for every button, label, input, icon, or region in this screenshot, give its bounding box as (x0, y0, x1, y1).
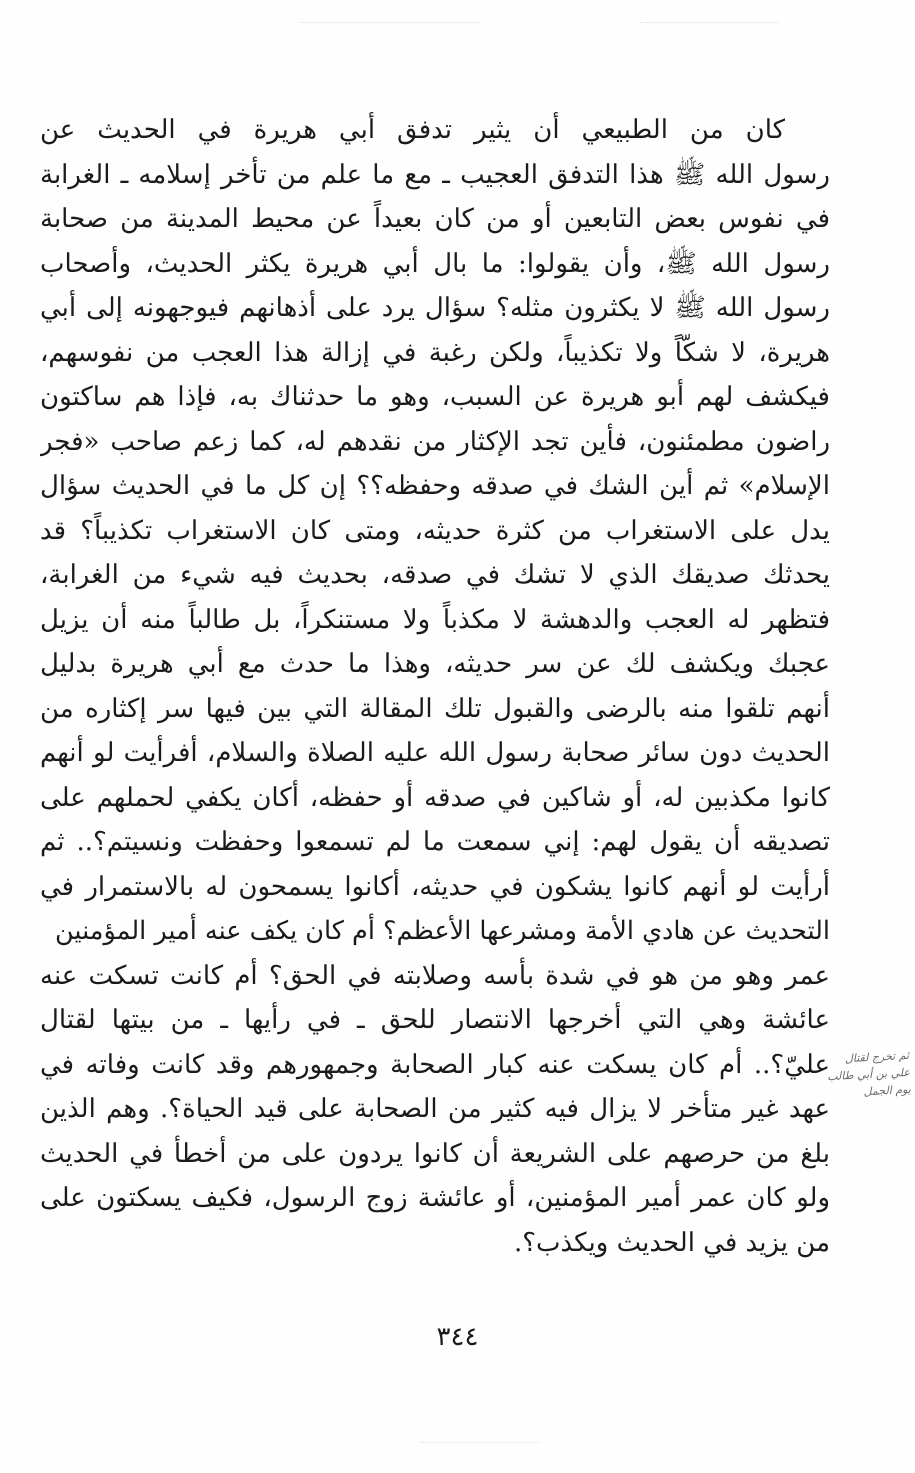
text-line: يحدثك صديقك الذي لا تشك في صدقه، بحديث فيه شيء من الغرابة، (40, 560, 830, 590)
text-line: التحديث عن هادي الأمة ومشرعها الأعظم؟ أم كان يكف عنه أمير المؤمنين (54, 916, 830, 946)
scan-artifact (640, 22, 780, 23)
text-line: بلغ من حرصهم على الشريعة أن كانوا يردون على من أخطأ في الحديث (40, 1138, 830, 1169)
margin-note-line: يوم الجمل (863, 1082, 912, 1099)
text-line: تصديقه أن يقول لهم: إني سمعت ما لم تسمعوا وحفظت ونسيتم؟.. ثم (40, 827, 830, 857)
text-line: الحديث دون سائر صحابة رسول الله عليه الصلاة والسلام، أفرأيت لو أنهم (40, 738, 830, 768)
text-line: يدل على الاستغراب من كثرة حديثه، ومتى كان الاستغراب تكذيباً؟ قد (40, 515, 830, 546)
text-line: ولو كان عمر أمير المؤمنين، أو عائشة زوج الرسول، فكيف يسكتون على (40, 1183, 830, 1213)
handwritten-margin-note (789, 1047, 912, 1104)
text-line: أنهم تلقوا منه بالرضى والقبول تلك المقالة التي بين فيها سر إكثاره من (40, 693, 830, 724)
text-line: كانوا مكذبين له، أو شاكين في صدقه أو حفظه، أكان يكفي لحملهم على (40, 782, 830, 813)
scan-artifact (420, 1442, 540, 1443)
text-line: في نفوس بعض التابعين أو من كان بعيداً عن محيط المدينة من صحابة (40, 204, 830, 234)
text-line: فيكشف لهم أبو هريرة عن السبب، وهو ما حدثناك به، فإذا هم ساكتون (40, 382, 830, 412)
text-line: رسول الله ﷺ، وأن يقولوا: ما بال أبي هريرة يكثر الحديث، وأصحاب (40, 248, 830, 279)
margin-note-line: ثم تخرج لقتال (844, 1048, 910, 1066)
text-line: راضون مطمئنون، فأين تجد الإكثار من نقدهم له، كما زعم صاحب «فجر (40, 426, 830, 457)
margin-note-line: علي بن أبي طالب (826, 1065, 911, 1084)
text-line: الإسلام» ثم أين الشك في صدقه وحفظه؟؟ إن كل ما في الحديث سؤال (40, 471, 830, 501)
text-line: فتظهر له العجب والدهشة لا مكذباً ولا مستنكراً، بل طالباً منه أن يزيل (40, 604, 830, 635)
text-line: رسول الله ﷺ لا يكثرون مثله؟ سؤال يرد على أذهانهم فيوجهونه إلى أبي (40, 293, 830, 323)
text-line: عهد غير متأخر لا يزال فيه كثير من الصحابة على قيد الحياة؟. وهم الذين (40, 1094, 830, 1124)
text-line: رسول الله ﷺ هذا التدفق العجيب ـ مع ما علم من تأخر إسلامه ـ الغرابة (40, 159, 830, 190)
text-line: من يزيد في الحديث ويكذب؟. (513, 1227, 830, 1258)
text-line: هريرة، لا شكّاً ولا تكذيباً، ولكن رغبة في إزالة هذا العجب من نفوسهم، (40, 337, 830, 368)
text-line: كان من الطبيعي أن يثير تدفق أبي هريرة في الحديث عن (40, 115, 785, 145)
text-line: عجبك ويكشف لك عن سر حديثه، وهذا ما حدث مع أبي هريرة بدليل (40, 649, 830, 679)
body-text (40, 108, 830, 1265)
text-line: عائشة وهي التي أخرجها الانتصار للحق ـ في رأيها ـ من بيتها لقتال (40, 1005, 830, 1035)
text-line: أرأيت لو أنهم كانوا يشكون في حديثه، أكانوا يسمحون له بالاستمرار في (40, 871, 830, 902)
page-number: ٣٤٤ (436, 1322, 479, 1352)
scan-artifact (300, 22, 480, 23)
text-line: عمر وهو من هو في شدة بأسه وصلابته في الحق؟ أم كانت تسكت عنه (40, 960, 830, 991)
text-line: عليّ؟.. أم كان يسكت عنه كبار الصحابة وجمهورهم وقد كانت وفاته في (40, 1049, 830, 1080)
